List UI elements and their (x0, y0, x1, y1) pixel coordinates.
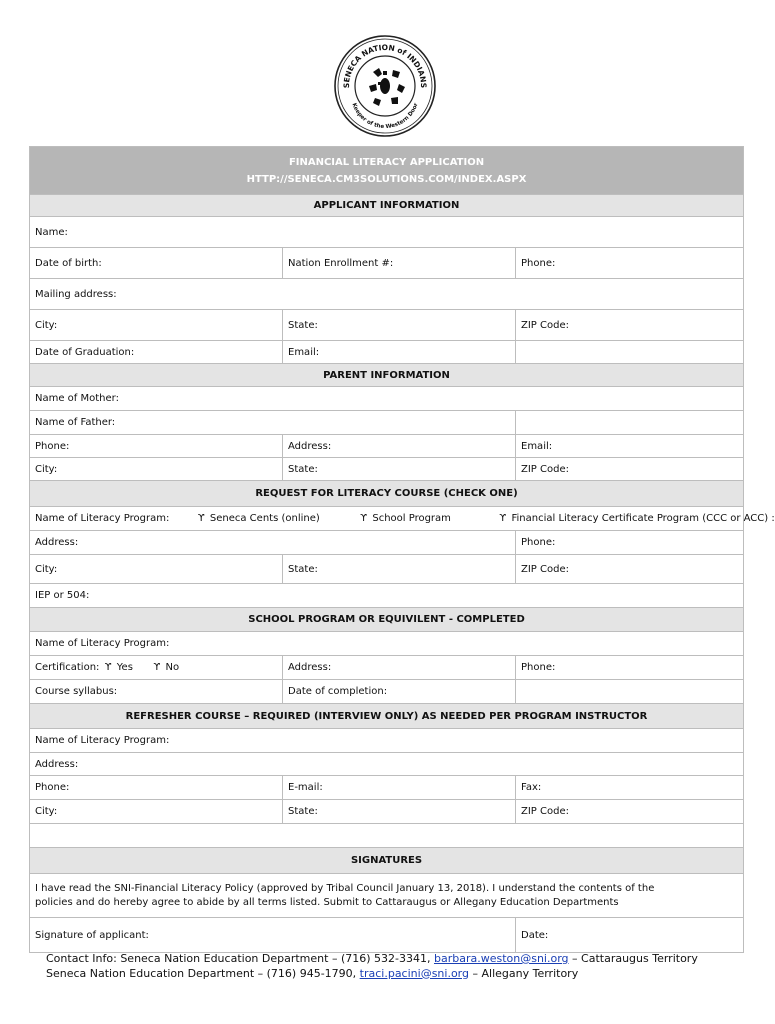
section-applicant-information: APPLICANT INFORMATION (30, 195, 744, 217)
form-url: HTTP://SENECA.CM3SOLUTIONS.COM/INDEX.ASPX (246, 173, 527, 185)
parent-address-field[interactable]: Address: (283, 435, 516, 458)
refresher-fax-field[interactable]: Fax: (516, 776, 744, 800)
svg-text:Keeper of the Western Door: Keeper of the Western Door (350, 102, 420, 131)
application-form (29, 146, 775, 953)
request-phone-field[interactable]: Phone: (516, 531, 744, 555)
refresher-city-field[interactable]: City: (30, 800, 283, 824)
request-city-field[interactable]: City: (30, 555, 283, 584)
certification-row (30, 656, 283, 680)
contact-cattaraugus-text: Contact Info: Seneca Nation Education Department – (716) 532-3341, (46, 952, 434, 965)
applicant-signature-field[interactable]: Signature of applicant: (30, 918, 516, 953)
empty-cell (516, 341, 744, 364)
applicant-name-field[interactable]: Name: (30, 217, 744, 248)
section-refresher-course: REFRESHER COURSE – REQUIRED (INTERVIEW ONLY) AS NEEDED PER PROGRAM INSTRUCTOR (30, 704, 744, 729)
certification-yes-checkbox[interactable]: ϒ (104, 662, 112, 673)
policy-statement-line2: policies and do hereby agree to abide by all terms listed. Submit to Cattaraugus or Allegany Education Departments (35, 896, 619, 908)
applicant-city-field[interactable]: City: (30, 310, 283, 341)
certification-yes-label: Yes (116, 662, 133, 673)
applicant-state-field[interactable]: State: (283, 310, 516, 341)
request-zip-field[interactable]: ZIP Code: (516, 555, 744, 584)
parent-state-field[interactable]: State: (283, 458, 516, 481)
seneca-cents-label: Seneca Cents (online) (209, 513, 320, 524)
parent-email-field[interactable]: Email: (516, 435, 744, 458)
refresher-state-field[interactable]: State: (283, 800, 516, 824)
section-signatures: SIGNATURES (30, 848, 744, 874)
refresher-address-field[interactable]: Address: (30, 753, 744, 776)
traci-pacini-email-link[interactable]: traci.pacini@sni.org (359, 966, 469, 980)
applicant-dob-field[interactable]: Date of birth: (30, 248, 283, 279)
request-state-field[interactable]: State: (283, 555, 516, 584)
school-program-checkbox[interactable]: ϒ (360, 513, 368, 524)
course-syllabus-field[interactable]: Course syllabus: (30, 680, 283, 704)
contact-line-cattaraugus (46, 952, 698, 967)
certification-label: Certification: (35, 662, 100, 673)
applicant-mailing-address-field[interactable]: Mailing address: (30, 279, 744, 310)
request-program-label: Name of Literacy Program: (35, 513, 170, 524)
form-title: FINANCIAL LITERACY APPLICATION (288, 156, 485, 168)
contact-allegany-text: Seneca Nation Education Department – (716) 945-1790, (46, 966, 360, 980)
contact-cattaraugus-territory: – Cattaraugus Territory (568, 952, 698, 965)
signature-date-field[interactable]: Date: (516, 918, 744, 953)
policy-statement (30, 874, 744, 918)
refresher-zip-field[interactable]: ZIP Code: (516, 800, 744, 824)
refresher-program-field[interactable]: Name of Literacy Program: (30, 729, 744, 753)
seneca-nation-seal (333, 34, 437, 138)
certification-no-checkbox[interactable]: ϒ (153, 662, 161, 673)
refresher-phone-field[interactable]: Phone: (30, 776, 283, 800)
contact-line-allegany (46, 967, 698, 982)
section-school-program-completed: SCHOOL PROGRAM OR EQUIVILENT - COMPLETED (30, 608, 744, 632)
applicant-zip-field[interactable]: ZIP Code: (516, 310, 744, 341)
applicant-email-field[interactable]: Email: (283, 341, 516, 364)
school-phone-field[interactable]: Phone: (516, 656, 744, 680)
applicant-phone-field[interactable]: Phone: (516, 248, 744, 279)
applicant-graduation-field[interactable]: Date of Graduation: (30, 341, 283, 364)
svg-text:SENECA NATION of INDIANS: SENECA NATION of INDIANS (341, 42, 429, 89)
barbara-weston-email-link[interactable]: barbara.weston@sni.org (433, 952, 569, 965)
request-address-field[interactable]: Address: (30, 531, 516, 555)
section-parent-information: PARENT INFORMATION (30, 364, 744, 387)
parent-phone-field[interactable]: Phone: (30, 435, 283, 458)
parent-father-field[interactable]: Name of Father: (30, 411, 516, 435)
parent-zip-field[interactable]: ZIP Code: (516, 458, 744, 481)
contact-info (46, 952, 698, 981)
form-header (30, 147, 744, 195)
school-program-label: School Program (372, 513, 451, 524)
contact-allegany-territory: – Allegany Territory (469, 966, 579, 980)
request-iep-field[interactable]: IEP or 504: (30, 584, 744, 608)
empty-cell (516, 411, 744, 435)
seneca-cents-checkbox[interactable]: ϒ (197, 513, 205, 524)
applicant-enrollment-field[interactable]: Nation Enrollment #: (283, 248, 516, 279)
certificate-program-label: Financial Literacy Certificate Program (CCC or ACC) : (511, 513, 775, 524)
parent-city-field[interactable]: City: (30, 458, 283, 481)
certification-no-label: No (165, 662, 180, 673)
refresher-email-field[interactable]: E-mail: (283, 776, 516, 800)
empty-cell (516, 680, 744, 704)
school-address-field[interactable]: Address: (283, 656, 516, 680)
blank-row (30, 824, 744, 848)
request-program-row (30, 507, 775, 531)
parent-mother-field[interactable]: Name of Mother: (30, 387, 744, 411)
certificate-program-checkbox[interactable]: ϒ (499, 513, 507, 524)
section-request-literacy-course: REQUEST FOR LITERACY COURSE (CHECK ONE) (30, 481, 744, 507)
school-program-name-field[interactable]: Name of Literacy Program: (30, 632, 744, 656)
policy-statement-line1: I have read the SNI-Financial Literacy Policy (approved by Tribal Council January 13, 2018). I understand the contents of the (35, 882, 655, 894)
completion-date-field[interactable]: Date of completion: (283, 680, 516, 704)
